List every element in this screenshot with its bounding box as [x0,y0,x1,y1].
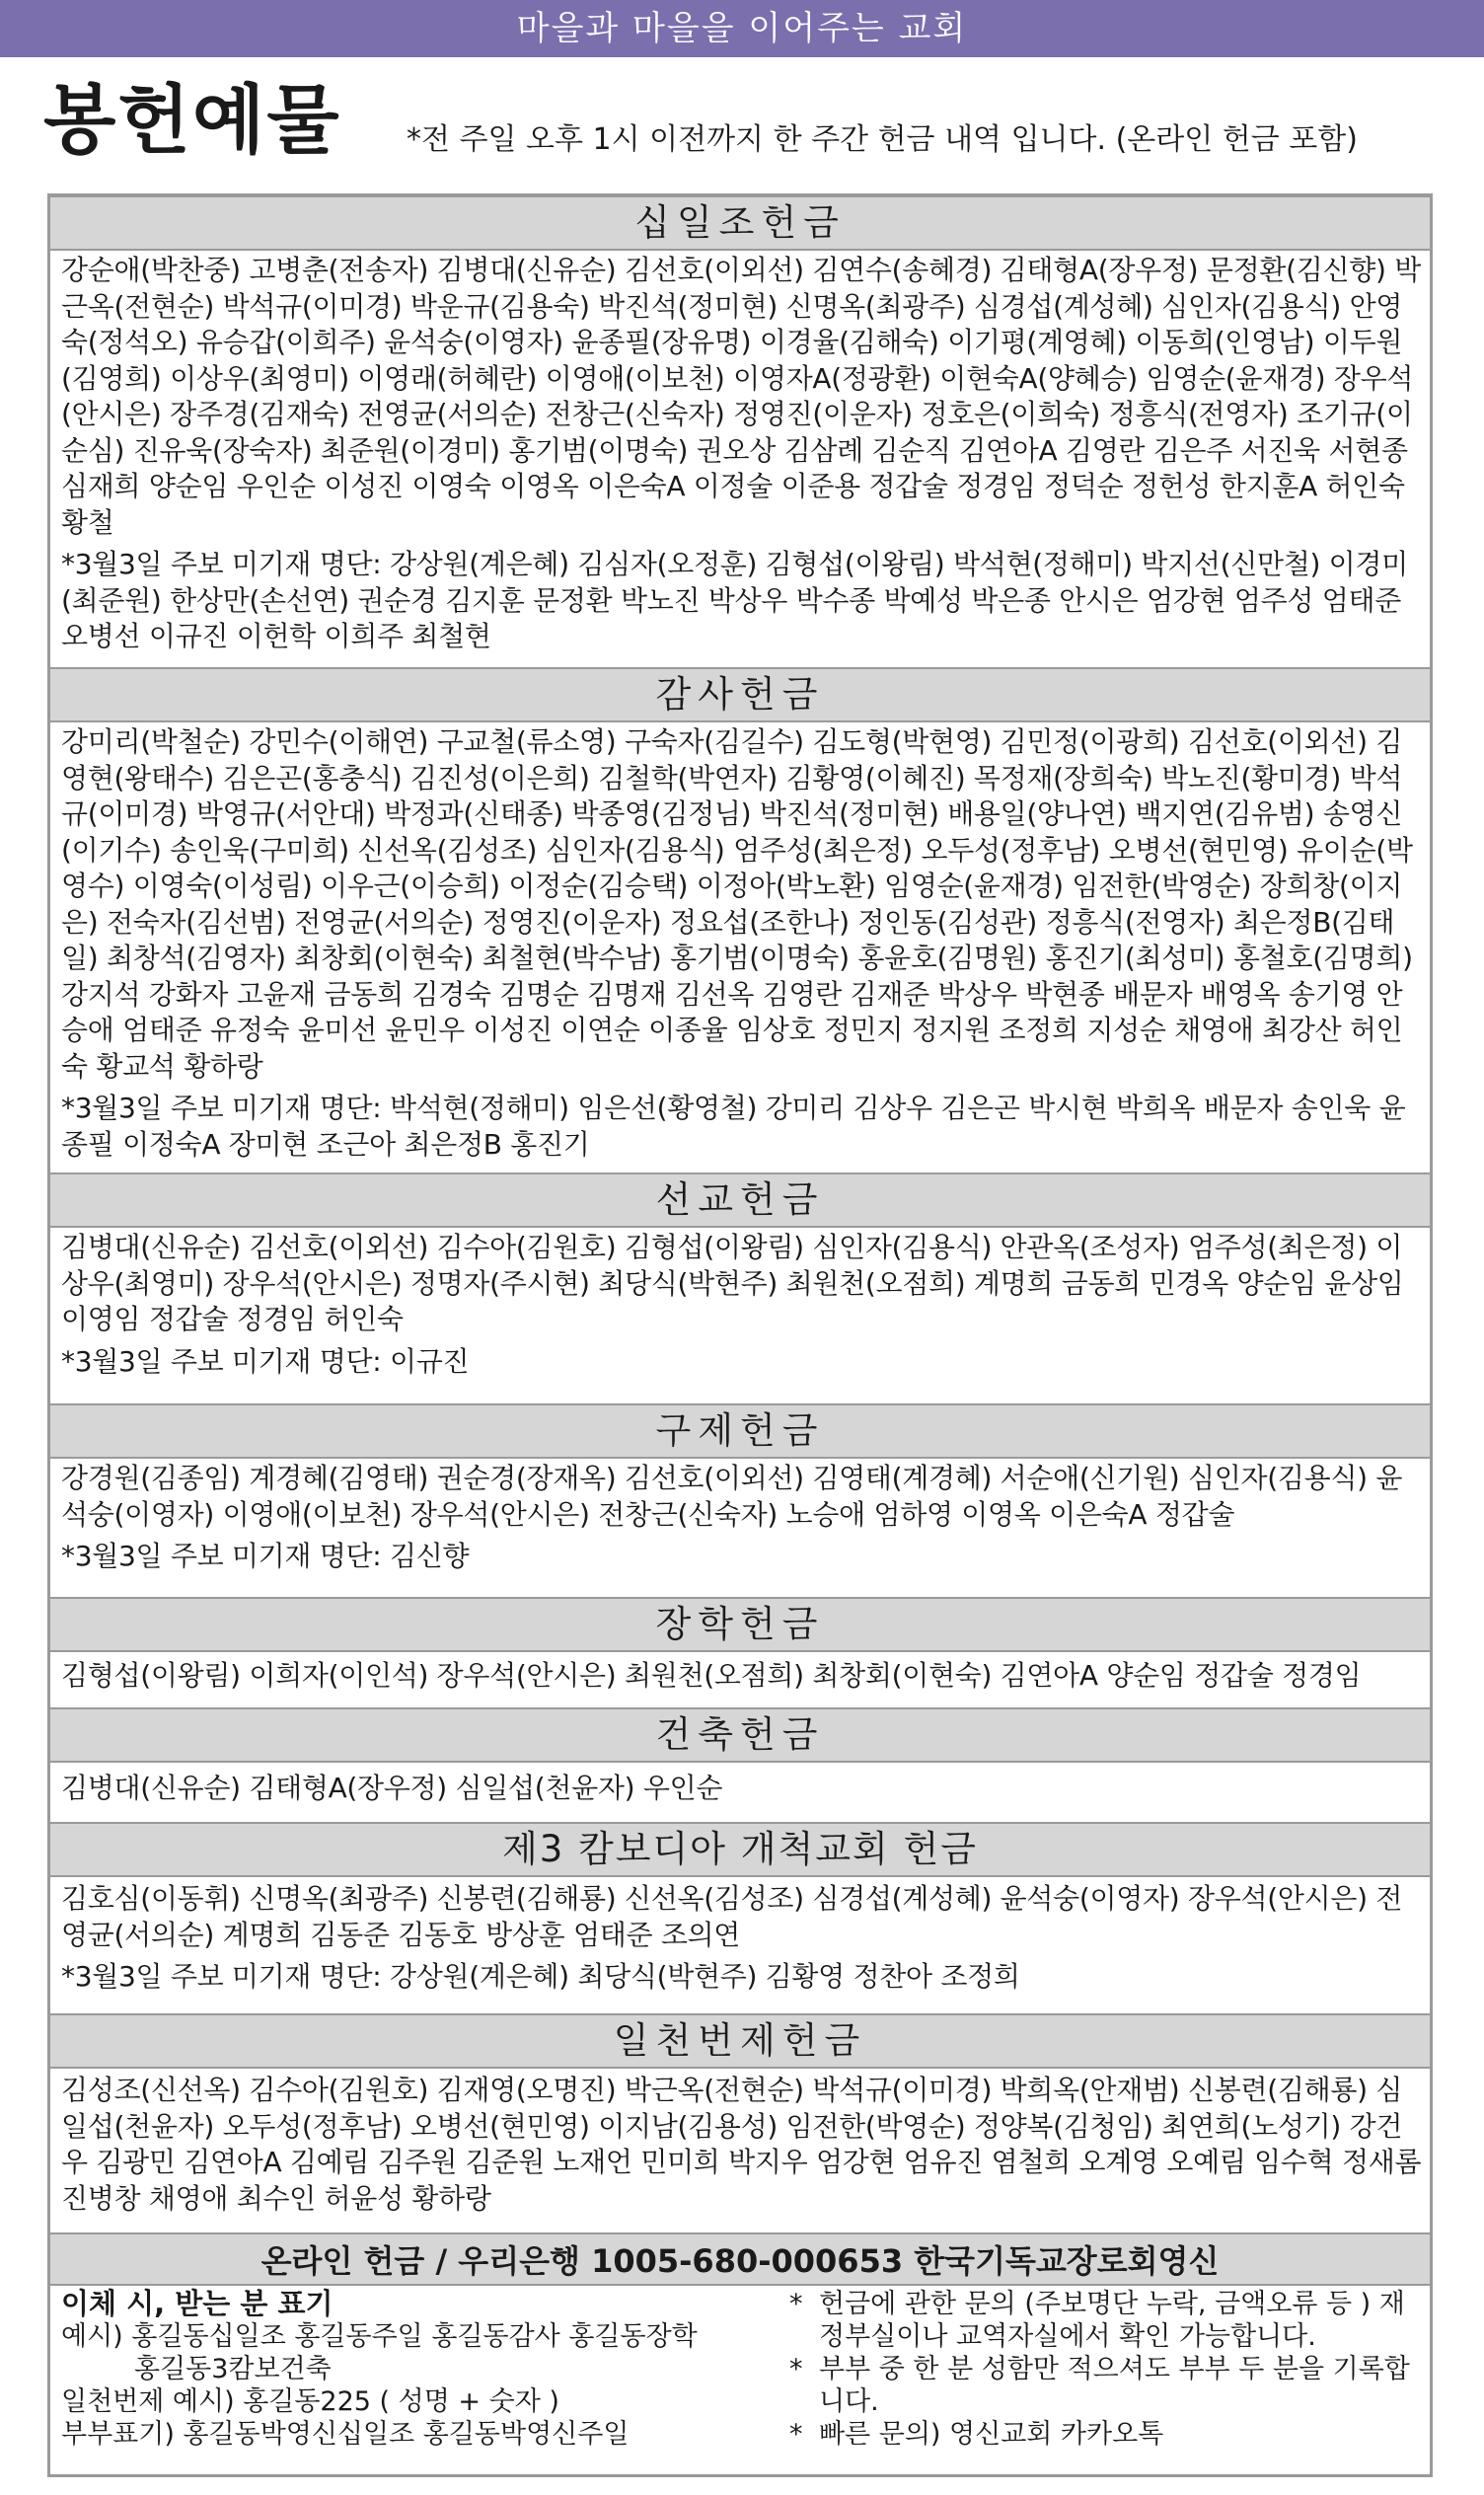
transfer-instructions [61,2288,772,2451]
missing-names-note: *3월3일 주보 미기재 명단: 강상원(계은혜) 최당식(박현주) 김황영 정찬아 조정희 [61,1960,1020,1993]
note-bullet: * [789,2354,803,2384]
donor-names: 김병대(신유순) 김선호(이외선) 김수아(김원호) 김형섭(이왕림) 심인자(김용식) 안관옥(조성자) 엄주성(최은정) 이상우(최영미) 장우석(안시은) 정명자(주시현) 최당식(박현주) 최원천(오점희) 계명희 금동희 민경옥 양순임 윤상임 이영임 정갑술 정경임 허인숙 [61,1231,1404,1335]
note-bullet: * [789,2419,803,2450]
note-item [789,2418,1421,2451]
donor-names: 강미리(박철순) 강민수(이해연) 구교철(류소영) 구숙자(김길수) 김도형(박현영) 김민정(이광희) 김선호(이외선) 김영현(왕태수) 김은곤(홍충식) 김진성(이은희) 김철학(박연자) 김황영(이혜진) 목정재(장희숙) 박노진(황미경) 박석규(이미경) 박영규(서안대) 박정과(신태종) 박종영(김정님) 박진석(정미현) 배용일(양나연) 백지연(김유범) 송영신(이기수) 송인욱(구미희) 신선옥(김성조) 심인자(김용식) 엄주성(최은정) 오두성(정후남) 오병선(현민영) 유이순(박영수) 이영숙(이성림) 이우근(이승희) 이정순(김승택) 이정아(박노환) 임영순(윤재경) 임전한(박영순) 장희창(이지은) 전숙자(김선범) 전영균(서의순) 정영진(이운자) 정요섭(조한나) 정인동(김성관) 정흥식(전영자) 최은정B(김태일) 최창석(김영자) 최창회(이현숙) 최철현(박수남) 홍기범(이명숙) 홍윤호(김명원) 홍진기(최성미) 홍철호(김명희) 강지석 강화자 고윤재 금동희 김경숙 김명순 김명재 김선옥 김영란 김재준 박상우 박현종 배문자 배영옥 송기영 안승애 엄태준 유정숙 윤미선 윤민우 이성진 이연순 이종율 임상호 정민지 정지원 조정희 지성순 채영애 최강산 허인숙 황교석 황하랑 [61,725,1413,1083]
donor-names: 강경원(김종임) 계경혜(김영태) 권순경(장재옥) 김선호(이외선) 김영태(계경혜) 서순애(신기원) 심인자(김용식) 윤석숭(이영자) 이영애(이보천) 장우석(안시은) 전창근(신숙자) 노승애 엄하영 이영옥 이은숙A 정갑술 [61,1462,1403,1531]
thousand-offering-example: 일천번제 예시) 홍길동225 ( 성명 + 숫자 ) [61,2386,559,2417]
note-text: 부부 중 한 분 성함만 적으셔도 부부 두 분을 기록합니다. [819,2354,1410,2417]
note-item [789,2353,1421,2418]
section-body-relief [61,1461,1423,1575]
donor-names: 김호심(이동휘) 신명옥(최광주) 신봉련(김해룡) 신선옥(김성조) 심경섭(계성혜) 윤석숭(이영자) 장우석(안시은) 전영균(서의순) 계명희 김동준 김동호 방상훈 엄태준 조의연 [61,1882,1403,1951]
section-header-cambodia-church: 제3 캄보디아 개척교회 헌금 [50,1822,1430,1877]
note-bullet: * [789,2289,803,2319]
section-header-relief: 구제헌금 [50,1403,1430,1459]
section-header-building: 건축헌금 [50,1707,1430,1763]
section-body-mission [61,1230,1423,1380]
section-body-cambodia-church [61,1881,1423,1996]
section-header-thanksgiving: 감사헌금 [50,667,1430,722]
section-header-scholarship: 장학헌금 [50,1597,1430,1652]
section-header-thousand-offering: 일천번제헌금 [50,2013,1430,2069]
transfer-heading: 이체 시, 받는 분 표기 [61,2287,334,2320]
church-slogan-banner: 마을과 마을을 이어주는 교회 [0,0,1484,57]
section-header-mission: 선교헌금 [50,1172,1430,1228]
online-offering-account: 온라인 헌금 / 우리은행 1005-680-000653 한국기독교장로회영신 [50,2232,1430,2286]
inquiry-notes [789,2288,1421,2451]
donor-names: 김성조(신선옥) 김수아(김원호) 김재영(오명진) 박근옥(전현순) 박석규(이미경) 박희옥(안재범) 신봉련(김해룡) 심일섭(천윤자) 오두성(정후남) 오병선(현민영) 이지남(김용성) 임전한(박영순) 정양복(김청임) 최연희(노성기) 강건우 김광민 김연아A 김예림 김주원 김준원 노재언 민미희 박지우 엄강현 엄유진 염철희 오계영 오예림 임수혁 정새롬 진병창 채영애 최수인 허윤성 황하랑 [61,2074,1422,2215]
page-subtitle: *전 주일 오후 1시 이전까지 한 주간 헌금 내역 입니다. (온라인 헌금 포함) [407,122,1358,157]
section-body-thanksgiving [61,724,1423,1163]
section-body-thousand-offering [61,2073,1423,2217]
missing-names-note: *3월3일 주보 미기재 명단: 이규진 [61,1344,470,1378]
section-body-scholarship [61,1658,1423,1695]
couple-example: 부부표기) 홍길동박영신십일조 홍길동박영신주일 [61,2419,630,2450]
missing-names-note: *3월3일 주보 미기재 명단: 강상원(계은혜) 김심자(오정훈) 김형섭(이왕림) 박석현(정해미) 박지선(신만철) 이경미(최준원) 한상만(손선연) 권순경 김지훈 문정환 박노진 박상우 박수종 박예성 박은종 안시은 엄강현 엄주성 엄태준 오병선 이규진 이헌학 이희주 최철현 [61,548,1408,652]
transfer-example: 예시) 홍길동십일조 홍길동주일 홍길동감사 홍길동장학 [61,2321,698,2352]
section-body-tithe [61,253,1423,655]
donor-names: 강순애(박찬중) 고병춘(전송자) 김병대(신유순) 김선호(이외선) 김연수(송혜경) 김태형A(장우정) 문정환(김신향) 박근옥(전현순) 박석규(이미경) 박운규(김용숙) 박진석(정미현) 신명옥(최광주) 심경섭(계성혜) 심인자(김용식) 안영숙(정석오) 유승갑(이희주) 윤석숭(이영자) 윤종필(장유명) 이경율(김해숙) 이기평(계영혜) 이동희(인영남) 이두원(김영희) 이상우(최영미) 이영래(허혜란) 이영애(이보천) 이영자A(정광환) 이현숙A(양혜승) 임영순(윤재경) 장우석(안시은) 장주경(김재숙) 전영균(서의순) 전창근(신숙자) 정영진(이운자) 정호은(이희숙) 정흥식(전영자) 조기규(이순심) 진유욱(장숙자) 최준원(이경미) 홍기범(이명숙) 권오상 김삼례 김순직 김연아A 김영란 김은주 서진욱 서현종 심재희 양순임 우인순 이성진 이영숙 이영옥 이은숙A 이정술 이준용 정갑술 정경임 정덕순 정헌성 한지훈A 허인숙 황철 [61,254,1421,539]
note-text: 빠른 문의) 영신교회 카카오톡 [819,2419,1164,2450]
missing-names-note: *3월3일 주보 미기재 명단: 김신향 [61,1540,470,1572]
missing-names-note: *3월3일 주보 미기재 명단: 박석현(정해미) 임은선(황영철) 강미리 김상우 김은곤 박시현 박희옥 배문자 송인욱 윤종필 이정숙A 장미현 조근아 최은정B 홍진기 [61,1092,1406,1161]
note-item [789,2288,1421,2353]
transfer-example-cont: 홍길동3캄보건축 [134,2354,332,2384]
donor-names: 김형섭(이왕림) 이희자(이인석) 장우석(안시은) 최원천(오점희) 최창회(이현숙) 김연아A 양순임 정갑술 정경임 [61,1659,1362,1692]
donor-names: 김병대(신유순) 김태형A(장우정) 심일섭(천윤자) 우인순 [61,1772,723,1804]
section-header-tithe: 십일조헌금 [50,195,1430,251]
note-text: 헌금에 관한 문의 (주보명단 누락, 금액오류 등 ) 재정부실이나 교역자실에서 확인 가능합니다. [819,2289,1405,2352]
page-title: 봉헌예물 [43,76,341,164]
section-body-building [61,1771,1423,1807]
